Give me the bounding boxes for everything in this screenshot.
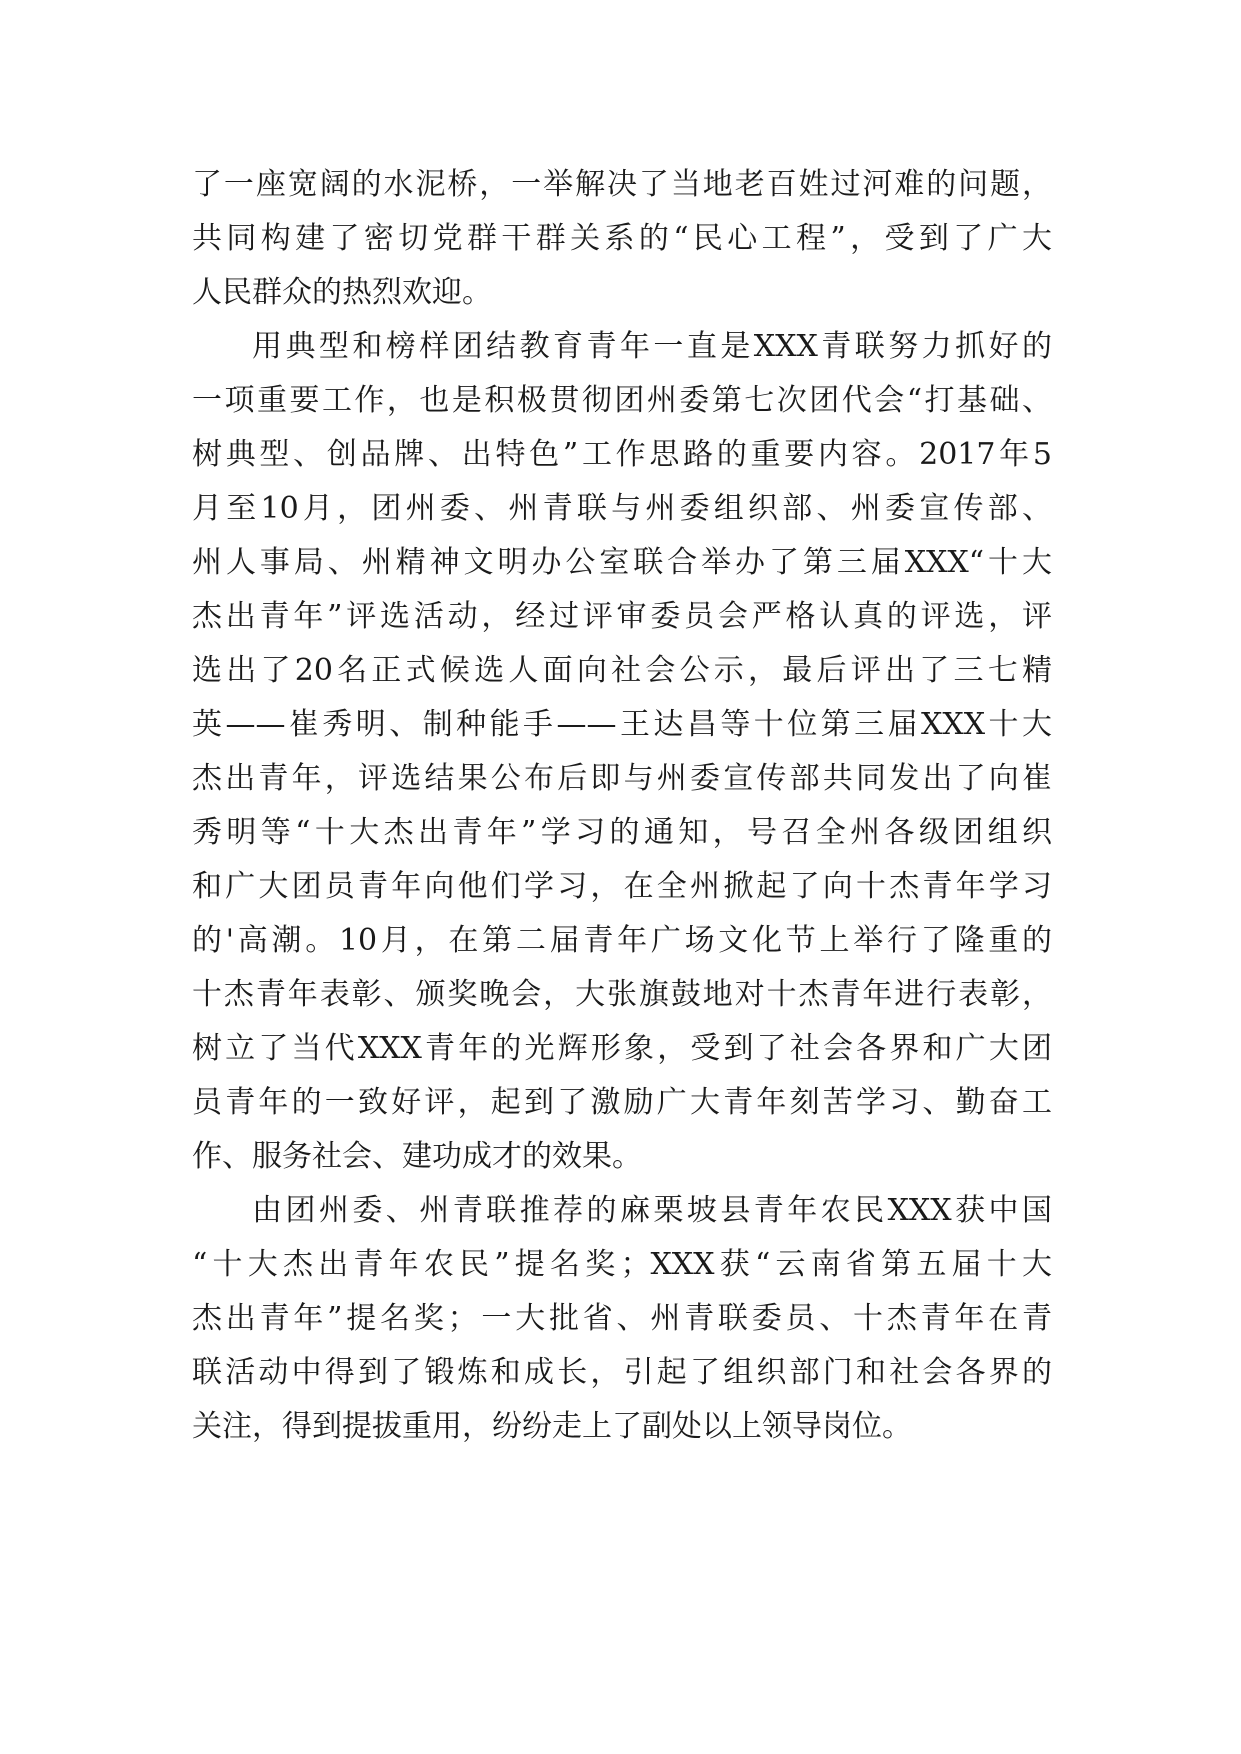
paragraph-2-line-14: 树立了当代XXX青年的光辉形象，受到了社会各界和广大团	[192, 1031, 1052, 1066]
paragraph-3-line-2: “十大杰出青年农民”提名奖；XXX获“云南省第五届十大	[192, 1247, 1052, 1282]
paragraph-2-line-15: 员青年的一致好评，起到了激励广大青年刻苦学习、勤奋工	[192, 1085, 1052, 1120]
paragraph-2-line-5: 州人事局、州精神文明办公室联合举办了第三届XXX“十大	[192, 545, 1052, 580]
paragraph-3-line-1: 由团州委、州青联推荐的麻栗坡县青年农民XXX获中国	[252, 1193, 1052, 1228]
paragraph-2-line-1: 用典型和榜样团结教育青年一直是XXX青联努力抓好的	[252, 329, 1052, 364]
paragraph-2-line-4: 月至10月，团州委、州青联与州委组织部、州委宣传部、	[192, 491, 1052, 526]
paragraph-1-line-2: 共同构建了密切党群干群关系的“民心工程”，受到了广大	[192, 221, 1052, 256]
paragraph-2-line-10: 秀明等“十大杰出青年”学习的通知，号召全州各级团组织	[192, 815, 1052, 850]
paragraph-2-line-2: 一项重要工作，也是积极贯彻团州委第七次团代会“打基础、	[192, 383, 1052, 418]
paragraph-1-line-3: 人民群众的热烈欢迎。	[192, 275, 492, 310]
paragraph-2-line-12: 的'高潮。10月，在第二届青年广场文化节上举行了隆重的	[192, 923, 1052, 958]
paragraph-2-line-6: 杰出青年”评选活动，经过评审委员会严格认真的评选，评	[192, 599, 1052, 634]
paragraph-2-line-9: 杰出青年，评选结果公布后即与州委宣传部共同发出了向崔	[192, 761, 1052, 796]
paragraph-3-line-4: 联活动中得到了锻炼和成长，引起了组织部门和社会各界的	[192, 1355, 1052, 1390]
paragraph-2-line-8: 英——崔秀明、制种能手——王达昌等十位第三届XXX十大	[192, 707, 1052, 742]
body-text	[192, 158, 1052, 1454]
paragraph-2-line-3: 树典型、创品牌、出特色”工作思路的重要内容。2017年5	[192, 437, 1052, 472]
paragraph-1-line-1: 了一座宽阔的水泥桥，一举解决了当地老百姓过河难的问题，	[192, 167, 1052, 202]
paragraph-3-line-3: 杰出青年”提名奖；一大批省、州青联委员、十杰青年在青	[192, 1301, 1052, 1336]
paragraph-3-line-5: 关注，得到提拔重用，纷纷走上了副处以上领导岗位。	[192, 1409, 912, 1444]
paragraph-2-line-7: 选出了20名正式候选人面向社会公示，最后评出了三七精	[192, 653, 1052, 688]
paragraph-2-line-16: 作、服务社会、建功成才的效果。	[192, 1139, 642, 1174]
paragraph-2-line-11: 和广大团员青年向他们学习，在全州掀起了向十杰青年学习	[192, 869, 1052, 904]
paragraph-2-line-13: 十杰青年表彰、颁奖晚会，大张旗鼓地对十杰青年进行表彰，	[192, 977, 1052, 1012]
